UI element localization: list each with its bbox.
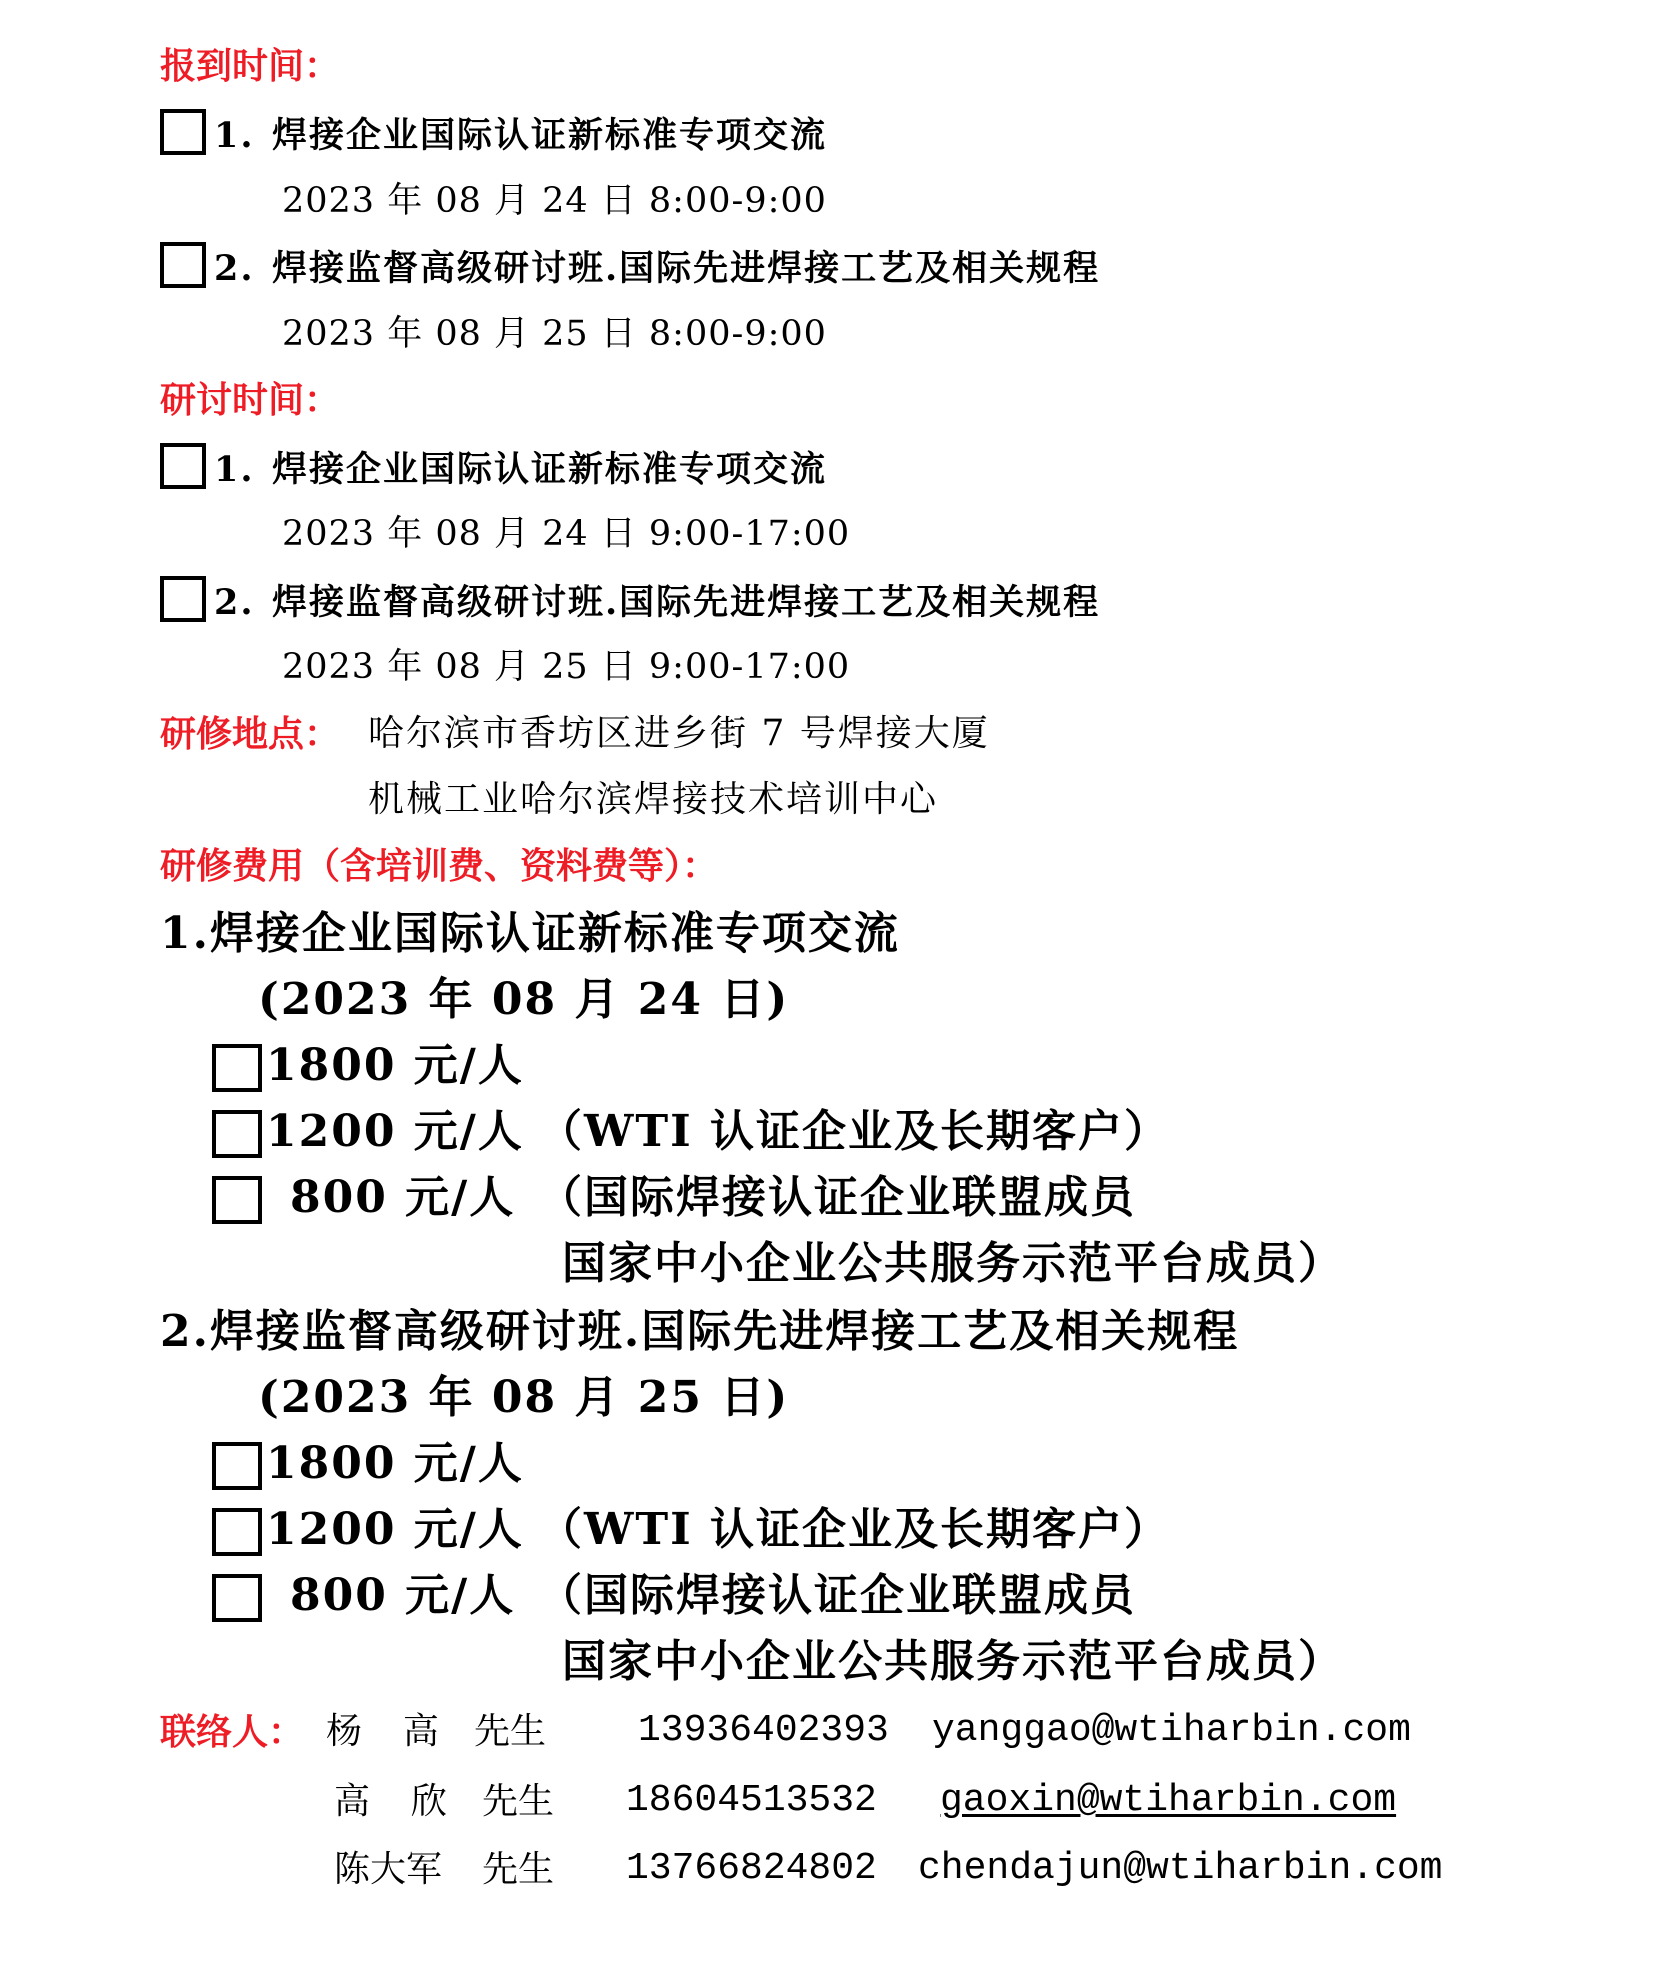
fees-heading: 研修费用（含培训费、资料费等）： bbox=[160, 845, 719, 887]
contact-3-phone: 13766824802 bbox=[626, 1847, 877, 1890]
location-address: 哈尔滨市香坊区进乡街 7 号焊接大厦 bbox=[368, 713, 990, 754]
seminar-item-2-title: 焊接监督高级研讨班.国际先进焊接工艺及相关规程 bbox=[272, 582, 1101, 623]
contact-2-email[interactable]: gaoxin@wtiharbin.com bbox=[940, 1779, 1397, 1822]
location-institution: 机械工业哈尔滨焊接技术培训中心 bbox=[368, 779, 939, 820]
fee-course-2-option-800-note: （国际焊接认证企业联盟成员 bbox=[538, 1570, 1136, 1621]
contacts-heading: 联络人： bbox=[160, 1711, 305, 1753]
contact-1-name: 杨 高 bbox=[326, 1711, 445, 1752]
fee-course-2-option-800-checkbox[interactable] bbox=[212, 1574, 262, 1622]
fee-course-1-option-800-note: （国际焊接认证企业联盟成员 bbox=[538, 1172, 1136, 1223]
seminar-heading: 研讨时间： bbox=[160, 379, 341, 421]
fee-course-1-option-1800-checkbox[interactable] bbox=[212, 1044, 262, 1092]
fee-course-1-option-800-checkbox[interactable] bbox=[212, 1176, 262, 1224]
seminar-item-1-date: 2023 年 08 月 24 日 9:00-17:00 bbox=[282, 514, 851, 554]
registration-item-2-date: 2023 年 08 月 25 日 8:00-9:00 bbox=[282, 314, 827, 354]
contact-2-title: 先生 bbox=[482, 1781, 555, 1822]
fee-course-2-title: 2.焊接监督高级研讨班.国际先进焊接工艺及相关规程 bbox=[160, 1306, 1240, 1357]
seminar-item-2-date: 2023 年 08 月 25 日 9:00-17:00 bbox=[282, 647, 851, 687]
fee-course-1-option-1200-note: （WTI 认证企业及长期客户） bbox=[538, 1106, 1171, 1157]
contact-2-name: 高 欣 bbox=[334, 1781, 453, 1822]
registration-item-1-date: 2023 年 08 月 24 日 8:00-9:00 bbox=[282, 181, 827, 221]
seminar-checkbox-1[interactable] bbox=[160, 443, 206, 489]
contact-3-name: 陈大军 bbox=[334, 1849, 443, 1890]
fee-course-1-option-800-price: 800 元/人 bbox=[290, 1172, 516, 1223]
contact-1-email[interactable]: yanggao@wtiharbin.com bbox=[932, 1709, 1411, 1752]
contact-1-title: 先生 bbox=[474, 1711, 547, 1752]
contact-3-email[interactable]: chendajun@wtiharbin.com bbox=[918, 1847, 1443, 1890]
contact-3-title: 先生 bbox=[482, 1849, 555, 1890]
fee-course-1-option-1200-checkbox[interactable] bbox=[212, 1110, 262, 1158]
fee-course-2-option-1800-price: 1800 元/人 bbox=[266, 1438, 524, 1489]
fee-course-2-option-1800-checkbox[interactable] bbox=[212, 1442, 262, 1490]
seminar-item-1-num: 1. bbox=[214, 449, 255, 490]
fee-course-1-title: 1.焊接企业国际认证新标准专项交流 bbox=[160, 908, 900, 959]
location-heading: 研修地点： bbox=[160, 713, 341, 755]
registration-checkbox-2[interactable] bbox=[160, 242, 206, 288]
registration-heading: 报到时间： bbox=[160, 45, 341, 87]
contact-2-phone: 18604513532 bbox=[626, 1779, 877, 1822]
seminar-item-2-num: 2. bbox=[214, 582, 255, 623]
fee-course-2-option-800-price: 800 元/人 bbox=[290, 1570, 516, 1621]
fee-course-1-option-1200-price: 1200 元/人 bbox=[266, 1106, 524, 1157]
fee-course-2-option-1200-note: （WTI 认证企业及长期客户） bbox=[538, 1504, 1171, 1555]
registration-item-2-num: 2. bbox=[214, 248, 255, 289]
fee-course-2-option-800-note-2: 国家中小企业公共服务示范平台成员） bbox=[562, 1636, 1344, 1687]
seminar-item-1-title: 焊接企业国际认证新标准专项交流 bbox=[272, 449, 828, 490]
contact-1-phone: 13936402393 bbox=[638, 1709, 889, 1752]
fee-course-2-option-1200-price: 1200 元/人 bbox=[266, 1504, 524, 1555]
fee-course-2-option-1200-checkbox[interactable] bbox=[212, 1508, 262, 1556]
seminar-checkbox-2[interactable] bbox=[160, 576, 206, 622]
registration-item-1-title: 焊接企业国际认证新标准专项交流 bbox=[272, 115, 828, 156]
fee-course-1-date: (2023 年 08 月 24 日) bbox=[258, 974, 790, 1025]
fee-course-2-date: (2023 年 08 月 25 日) bbox=[258, 1372, 790, 1423]
registration-item-1-num: 1. bbox=[214, 115, 255, 156]
registration-item-2-title: 焊接监督高级研讨班.国际先进焊接工艺及相关规程 bbox=[272, 248, 1101, 289]
registration-checkbox-1[interactable] bbox=[160, 109, 206, 155]
fee-course-1-option-1800-price: 1800 元/人 bbox=[266, 1040, 524, 1091]
fee-course-1-option-800-note-2: 国家中小企业公共服务示范平台成员） bbox=[562, 1238, 1344, 1289]
